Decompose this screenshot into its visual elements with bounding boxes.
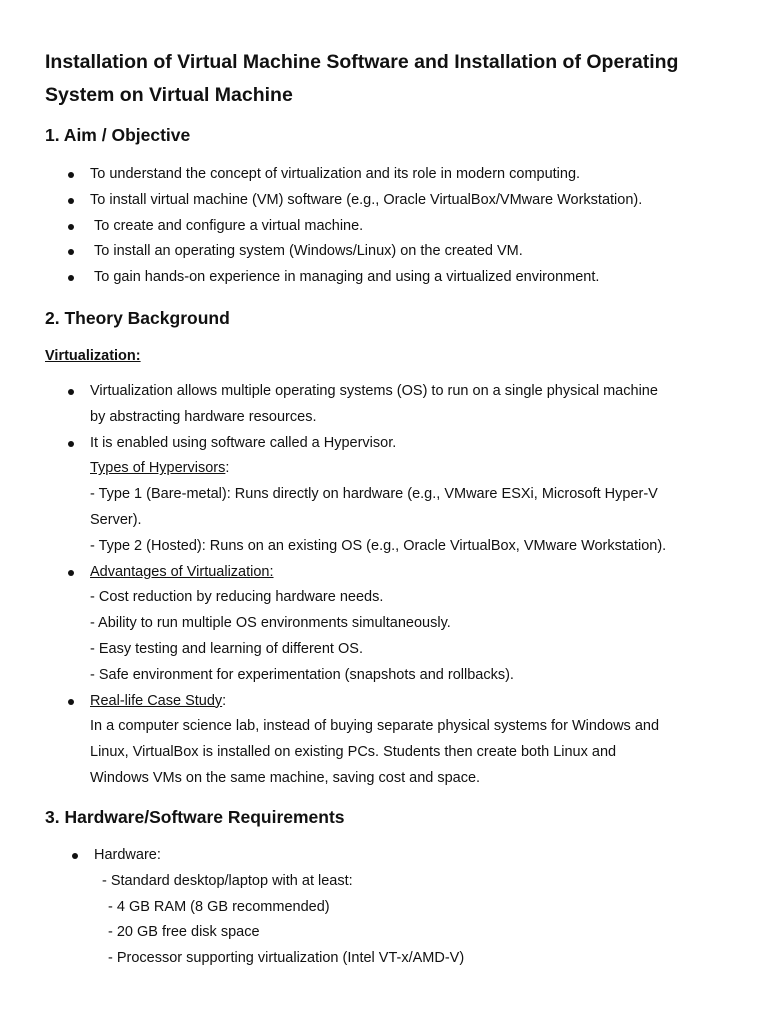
case-study-label: Real-life Case Study xyxy=(90,692,223,709)
hardware-item: - Processor supporting virtualization (Intel VT-x/AMD-V) xyxy=(108,950,465,967)
theory-text: - Type 2 (Hosted): Runs on an existing OS (e.g., Oracle VirtualBox, VMware Workstation). xyxy=(90,537,667,554)
list-item xyxy=(0,689,740,792)
case-study-text: Windows VMs on the same machine, saving cost and space. xyxy=(90,769,481,786)
aim-list xyxy=(0,162,740,291)
list-item xyxy=(0,214,740,240)
section-requirements-heading: 3. Hardware/Software Requirements xyxy=(45,807,345,827)
aim-item-text: To install virtual machine (VM) software (e.g., Oracle VirtualBox/VMware Workstation). xyxy=(90,191,643,208)
aim-item-text: To understand the concept of virtualization and its role in modern computing. xyxy=(90,166,581,182)
hardware-item: - 4 GB RAM (8 GB recommended) xyxy=(108,898,330,915)
case-study-text: Linux, VirtualBox is installed on existing PCs. Students then create both Linux and xyxy=(90,744,617,761)
bullet-icon xyxy=(68,224,74,230)
aim-item-text: To install an operating system (Windows/Linux) on the created VM. xyxy=(94,243,523,260)
list-item xyxy=(0,560,740,689)
list-item xyxy=(0,431,740,560)
bullet-icon xyxy=(68,172,74,178)
theory-list xyxy=(0,379,740,792)
bullet-icon xyxy=(68,441,74,447)
hypervisor-types-line xyxy=(90,456,740,482)
case-study-text: In a computer science lab, instead of buying separate physical systems for Windows and xyxy=(90,718,660,735)
theory-text: - Type 1 (Bare-metal): Runs directly on hardware (e.g., VMware ESXi, Microsoft Hyper-V xyxy=(90,486,658,503)
theory-text: It is enabled using software called a Hypervisor. xyxy=(90,434,397,451)
document-title xyxy=(45,46,735,112)
advantage-item: - Safe environment for experimentation (snapshots and rollbacks). xyxy=(90,666,514,683)
advantage-item: - Ability to run multiple OS environments simultaneously. xyxy=(90,615,451,632)
advantage-item: - Cost reduction by reducing hardware needs. xyxy=(90,589,384,606)
bullet-icon xyxy=(68,275,74,281)
advantage-item: - Easy testing and learning of different OS. xyxy=(90,640,363,657)
theory-text: Server). xyxy=(90,511,142,528)
list-item xyxy=(0,265,740,291)
colon: : xyxy=(222,692,227,709)
case-study-label-line xyxy=(90,689,740,715)
colon: : xyxy=(225,460,230,477)
list-item xyxy=(0,379,740,431)
bullet-icon xyxy=(68,570,74,576)
list-item xyxy=(0,239,740,265)
hardware-intro: - Standard desktop/laptop with at least: xyxy=(102,872,353,889)
section-aim-heading: 1. Aim / Objective xyxy=(45,125,191,145)
list-item xyxy=(0,843,740,972)
bullet-icon xyxy=(68,699,74,705)
aim-item-text: To gain hands-on experience in managing and using a virtualized environment. xyxy=(94,269,600,286)
hardware-item: - 20 GB free disk space xyxy=(108,924,260,941)
bullet-icon xyxy=(68,249,74,255)
theory-text: Virtualization allows multiple operating systems (OS) to run on a single physical machine xyxy=(90,383,658,399)
title-line-2: System on Virtual Machine xyxy=(45,84,293,106)
list-item xyxy=(0,188,740,214)
bullet-icon xyxy=(72,853,78,859)
bullet-icon xyxy=(68,389,74,395)
hypervisor-types-label: Types of Hypervisors xyxy=(90,460,226,477)
theory-text: by abstracting hardware resources. xyxy=(90,408,317,425)
aim-item-text: To create and configure a virtual machine. xyxy=(94,217,364,234)
list-item xyxy=(0,162,740,188)
virtualization-subheading: Virtualization: xyxy=(45,348,141,364)
bullet-icon xyxy=(68,198,74,204)
advantages-label: Advantages of Virtualization: xyxy=(90,563,274,580)
title-line-1: Installation of Virtual Machine Software and Installation of Operating xyxy=(45,51,679,73)
hardware-label: Hardware: xyxy=(94,847,161,863)
requirements-list xyxy=(0,843,740,972)
section-theory-heading: 2. Theory Background xyxy=(45,308,230,328)
